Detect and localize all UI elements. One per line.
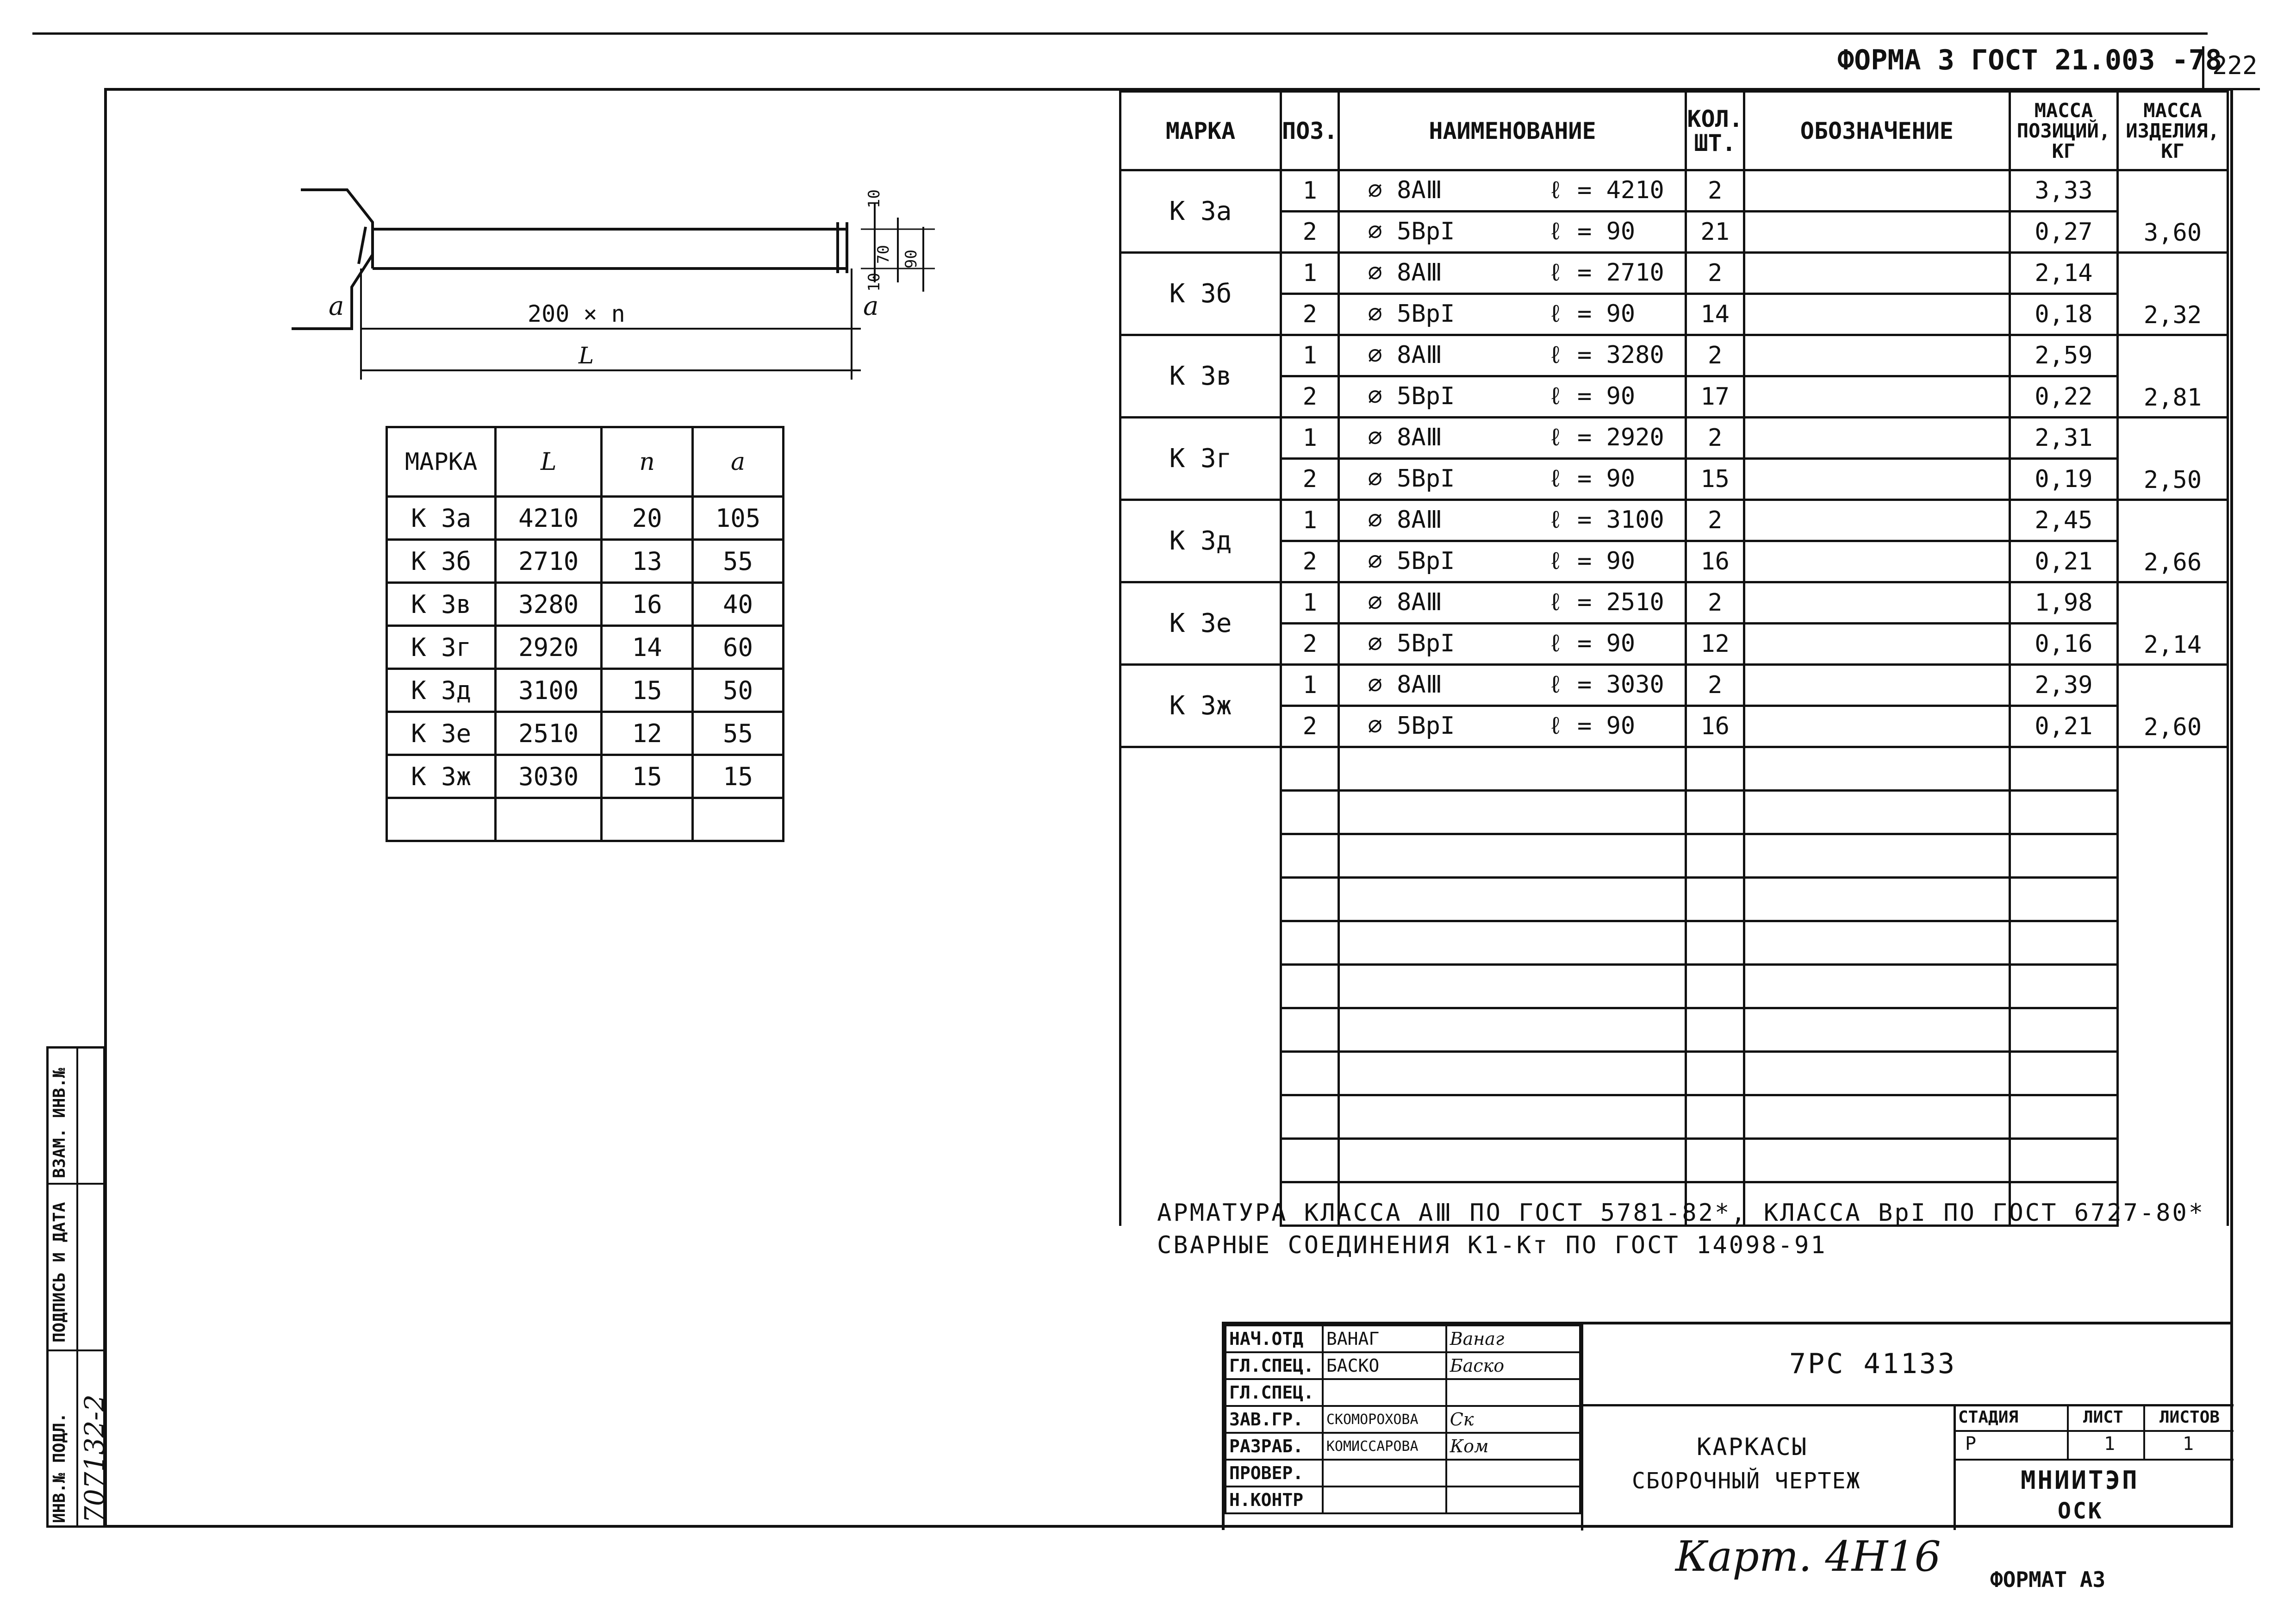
spec-row xyxy=(1120,418,2228,459)
col-header-mass-pos: МАССА ПОЗИЦИЙ, КГ xyxy=(2010,92,2117,170)
spec-name: ⌀ 5ВрI xyxy=(1368,712,1455,740)
spec-row xyxy=(1120,294,2228,335)
col-header-marka: МАРКА xyxy=(387,427,496,497)
table-row: К 3ж 3030 15 15 xyxy=(387,755,784,798)
title-block xyxy=(1222,1322,2231,1530)
spec-length: ℓ = 4210 xyxy=(1548,176,1664,204)
spec-row xyxy=(1120,665,2228,706)
spec-designation xyxy=(1744,212,2010,253)
col-header-mass-item: МАССА ИЗДЕЛИЯ, КГ xyxy=(2118,92,2228,170)
spec-mass-pos: 3,33 xyxy=(2010,170,2117,212)
spec-length: ℓ = 90 xyxy=(1548,300,1636,328)
sketch-label-L: L xyxy=(579,342,594,369)
spec-poz: 1 xyxy=(1281,418,1339,459)
sketch-label-span: 200 × n xyxy=(528,300,625,327)
org-line-2: ОСК xyxy=(2058,1498,2103,1524)
card-number: Карт. 4Н16 xyxy=(1675,1532,1941,1581)
spec-marka: К 3г xyxy=(1120,418,1281,500)
side-stamp-vzam: ВЗАМ. ИНВ.№ xyxy=(50,1068,69,1178)
spec-name-cell xyxy=(1339,500,1686,541)
col-header-marka: МАРКА xyxy=(1120,92,1281,170)
spec-designation xyxy=(1744,541,2010,582)
spec-name-cell xyxy=(1339,212,1686,253)
spec-poz: 2 xyxy=(1281,376,1339,418)
spec-qty: 2 xyxy=(1686,500,1744,541)
sketch-dim-10-bottom: 10 xyxy=(865,273,884,292)
spec-poz: 1 xyxy=(1281,665,1339,706)
sheets-header: ЛИСТОВ xyxy=(2159,1408,2220,1427)
table-row: К 3г 2920 14 60 xyxy=(387,626,784,669)
spec-row xyxy=(1120,253,2228,294)
title-block-roles xyxy=(1225,1324,1581,1514)
title-line-2: СБОРОЧНЫЙ ЧЕРТЕЖ xyxy=(1632,1468,1861,1494)
spec-mass-pos: 2,14 xyxy=(2010,253,2117,294)
spec-row-empty xyxy=(1120,791,2228,834)
spec-designation xyxy=(1744,418,2010,459)
spec-mass-pos: 1,98 xyxy=(2010,582,2117,624)
spec-qty: 2 xyxy=(1686,170,1744,212)
spec-mass-item: 3,60 xyxy=(2118,170,2228,253)
sheets-value: 1 xyxy=(2183,1433,2194,1455)
sheet-header: ЛИСТ xyxy=(2083,1408,2123,1427)
spec-poz: 2 xyxy=(1281,212,1339,253)
spec-length: ℓ = 3280 xyxy=(1548,341,1664,369)
spec-row-empty xyxy=(1120,921,2228,965)
spec-mass-pos: 0,22 xyxy=(2010,376,2117,418)
spec-name-cell xyxy=(1339,170,1686,212)
spec-designation xyxy=(1744,665,2010,706)
spec-row-empty xyxy=(1120,878,2228,921)
specification-table xyxy=(1119,90,2229,1227)
spec-poz: 1 xyxy=(1281,170,1339,212)
spec-qty: 16 xyxy=(1686,706,1744,747)
spec-name-cell xyxy=(1339,541,1686,582)
side-stamp-inv-no: ИНВ.№ ПОДЛ. xyxy=(50,1412,69,1523)
spec-name: ⌀ 5ВрI xyxy=(1368,464,1455,493)
spec-row xyxy=(1120,706,2228,747)
org-line-1: МНИИТЭП xyxy=(2021,1466,2139,1495)
dimension-table xyxy=(386,426,784,842)
spec-row-empty xyxy=(1120,834,2228,878)
spec-qty: 12 xyxy=(1686,624,1744,665)
sheet-number: 222 xyxy=(2212,51,2258,80)
spec-designation xyxy=(1744,500,2010,541)
side-stamp-inv-value: 707132-2 xyxy=(79,1394,110,1523)
col-header-a: a xyxy=(692,427,783,497)
form-label: ФОРМА 3 ГОСТ 21.003 -78 xyxy=(1837,44,2222,76)
spec-poz: 2 xyxy=(1281,294,1339,335)
spec-designation xyxy=(1744,459,2010,500)
spec-length: ℓ = 90 xyxy=(1548,629,1636,657)
spec-mass-pos: 0,27 xyxy=(2010,212,2117,253)
spec-marka: К 3в xyxy=(1120,335,1281,418)
spec-row-empty xyxy=(1120,965,2228,1008)
spec-poz: 1 xyxy=(1281,253,1339,294)
spec-mass-pos: 2,45 xyxy=(2010,500,2117,541)
spec-marka: К 3б xyxy=(1120,253,1281,335)
spec-qty: 2 xyxy=(1686,665,1744,706)
spec-row xyxy=(1120,170,2228,212)
col-header-L: L xyxy=(496,427,602,497)
note-line-2: СВАРНЫЕ СОЕДИНЕНИЯ К1-Кт ПО ГОСТ 14098-91 xyxy=(1157,1231,1827,1259)
spec-length: ℓ = 90 xyxy=(1548,547,1636,575)
spec-length: ℓ = 3100 xyxy=(1548,506,1664,534)
title-row: ПРОВЕР. xyxy=(1226,1460,1580,1487)
spec-poz: 1 xyxy=(1281,582,1339,624)
table-row: К 3д 3100 15 50 xyxy=(387,669,784,712)
spec-poz: 2 xyxy=(1281,459,1339,500)
spec-length: ℓ = 90 xyxy=(1548,217,1636,245)
col-header-name: НАИМЕНОВАНИЕ xyxy=(1339,92,1686,170)
title-row: ЗАВ.ГР. СКОМОРОХОВА Ск xyxy=(1226,1406,1580,1433)
spec-mass-item: 2,60 xyxy=(2118,665,2228,747)
col-header-designation: ОБОЗНАЧЕНИЕ xyxy=(1744,92,2010,170)
spec-name: ⌀ 8АⅢ xyxy=(1368,341,1443,369)
spec-name-cell xyxy=(1339,706,1686,747)
spec-name: ⌀ 5ВрI xyxy=(1368,300,1455,328)
spec-name: ⌀ 5ВрI xyxy=(1368,217,1455,245)
spec-row xyxy=(1120,541,2228,582)
title-line-1: КАРКАСЫ xyxy=(1697,1433,1808,1461)
spec-name-cell xyxy=(1339,459,1686,500)
sketch-dim-90: 90 xyxy=(902,250,921,269)
spec-qty: 15 xyxy=(1686,459,1744,500)
spec-poz: 2 xyxy=(1281,541,1339,582)
spec-length: ℓ = 3030 xyxy=(1548,670,1664,699)
spec-mass-pos: 2,59 xyxy=(2010,335,2117,376)
spec-mass-item: 2,66 xyxy=(2118,500,2228,582)
spec-qty: 17 xyxy=(1686,376,1744,418)
format-label: ФОРМАТ А3 xyxy=(1990,1567,2106,1592)
table-row: К 3е 2510 12 55 xyxy=(387,712,784,755)
spec-mass-item: 2,14 xyxy=(2118,582,2228,665)
spec-name-cell xyxy=(1339,376,1686,418)
spec-name-cell xyxy=(1339,624,1686,665)
spec-row xyxy=(1120,376,2228,418)
spec-marka: К 3д xyxy=(1120,500,1281,582)
spec-designation xyxy=(1744,170,2010,212)
doc-code: 7РС 41133 xyxy=(1789,1348,1957,1380)
spec-poz: 2 xyxy=(1281,706,1339,747)
spec-length: ℓ = 90 xyxy=(1548,712,1636,740)
top-rule xyxy=(32,32,2208,35)
spec-qty: 2 xyxy=(1686,335,1744,376)
title-row: Н.КОНТР xyxy=(1226,1487,1580,1513)
spec-mass-pos: 0,21 xyxy=(2010,706,2117,747)
spec-name: ⌀ 8АⅢ xyxy=(1368,588,1443,616)
col-header-poz: ПОЗ. xyxy=(1281,92,1339,170)
spec-row xyxy=(1120,582,2228,624)
cage-sketch xyxy=(278,176,995,398)
spec-name: ⌀ 8АⅢ xyxy=(1368,423,1443,451)
spec-qty: 21 xyxy=(1686,212,1744,253)
spec-qty: 14 xyxy=(1686,294,1744,335)
table-row: К 3в 3280 16 40 xyxy=(387,583,784,626)
spec-designation xyxy=(1744,706,2010,747)
spec-row xyxy=(1120,459,2228,500)
spec-qty: 16 xyxy=(1686,541,1744,582)
spec-length: ℓ = 90 xyxy=(1548,464,1636,493)
stage-value: Р xyxy=(1965,1433,1977,1455)
spec-name-cell xyxy=(1339,335,1686,376)
spec-marka: К 3ж xyxy=(1120,665,1281,747)
spec-poz: 1 xyxy=(1281,500,1339,541)
spec-poz: 2 xyxy=(1281,624,1339,665)
spec-mass-pos: 2,39 xyxy=(2010,665,2117,706)
col-header-n: n xyxy=(602,427,693,497)
title-row: ГЛ.СПЕЦ. БАСКО Баско xyxy=(1226,1352,1580,1379)
spec-name-cell xyxy=(1339,418,1686,459)
spec-marka: К 3а xyxy=(1120,170,1281,253)
spec-qty: 2 xyxy=(1686,253,1744,294)
spec-mass-pos: 0,16 xyxy=(2010,624,2117,665)
spec-row xyxy=(1120,335,2228,376)
spec-designation xyxy=(1744,624,2010,665)
side-stamp-sign-date: ПОДПИСЬ И ДАТА xyxy=(50,1202,69,1343)
spec-mass-pos: 0,21 xyxy=(2010,541,2117,582)
spec-row-empty xyxy=(1120,1139,2228,1182)
spec-row xyxy=(1120,212,2228,253)
table-row-empty xyxy=(387,798,784,841)
spec-designation xyxy=(1744,294,2010,335)
sketch-label-a-right: a xyxy=(863,291,879,321)
sheet-value: 1 xyxy=(2104,1433,2116,1455)
spec-mass-item: 2,50 xyxy=(2118,418,2228,500)
spec-row-empty xyxy=(1120,1052,2228,1095)
spec-name-cell xyxy=(1339,582,1686,624)
spec-row-empty xyxy=(1120,747,2228,791)
title-row: РАЗРАБ. КОМИССАРОВА Ком xyxy=(1226,1433,1580,1460)
spec-length: ℓ = 2510 xyxy=(1548,588,1664,616)
spec-designation xyxy=(1744,582,2010,624)
spec-name: ⌀ 5ВрI xyxy=(1368,382,1455,410)
table-row: К 3б 2710 13 55 xyxy=(387,540,784,583)
col-header-qty: КОЛ. ШТ. xyxy=(1686,92,1744,170)
spec-name: ⌀ 8АⅢ xyxy=(1368,258,1443,287)
spec-mass-pos: 0,18 xyxy=(2010,294,2117,335)
spec-mass-item: 2,81 xyxy=(2118,335,2228,418)
spec-name-cell xyxy=(1339,253,1686,294)
spec-name: ⌀ 8АⅢ xyxy=(1368,506,1443,534)
spec-name: ⌀ 5ВрI xyxy=(1368,629,1455,657)
spec-designation xyxy=(1744,335,2010,376)
spec-name: ⌀ 8АⅢ xyxy=(1368,670,1443,699)
spec-marka: К 3е xyxy=(1120,582,1281,665)
spec-length: ℓ = 90 xyxy=(1548,382,1636,410)
spec-name-cell xyxy=(1339,665,1686,706)
stage-header: СТАДИЯ xyxy=(1958,1408,2019,1427)
spec-name: ⌀ 8АⅢ xyxy=(1368,176,1443,204)
spec-length: ℓ = 2920 xyxy=(1548,423,1664,451)
spec-mass-item: 2,32 xyxy=(2118,253,2228,335)
spec-mass-pos: 0,19 xyxy=(2010,459,2117,500)
spec-mass-pos: 2,31 xyxy=(2010,418,2117,459)
table-row: К 3а 4210 20 105 xyxy=(387,497,784,540)
spec-row-empty xyxy=(1120,1095,2228,1139)
spec-designation xyxy=(1744,253,2010,294)
sketch-dim-10-top: 10 xyxy=(865,189,884,208)
sketch-label-a-left: a xyxy=(329,291,344,321)
spec-row-empty xyxy=(1120,1008,2228,1052)
title-row: НАЧ.ОТД ВАНАГ Ванаг xyxy=(1226,1325,1580,1352)
sketch-dim-70: 70 xyxy=(874,245,893,264)
spec-qty: 2 xyxy=(1686,418,1744,459)
title-row: ГЛ.СПЕЦ. xyxy=(1226,1379,1580,1406)
spec-name-cell xyxy=(1339,294,1686,335)
spec-row xyxy=(1120,624,2228,665)
spec-name: ⌀ 5ВрI xyxy=(1368,547,1455,575)
spec-designation xyxy=(1744,376,2010,418)
note-line-1: АРМАТУРА КЛАССА АⅢ ПО ГОСТ 5781-82*, КЛАССА ВрI ПО ГОСТ 6727-80* xyxy=(1157,1199,2205,1227)
spec-row xyxy=(1120,500,2228,541)
spec-poz: 1 xyxy=(1281,335,1339,376)
spec-length: ℓ = 2710 xyxy=(1548,258,1664,287)
spec-qty: 2 xyxy=(1686,582,1744,624)
